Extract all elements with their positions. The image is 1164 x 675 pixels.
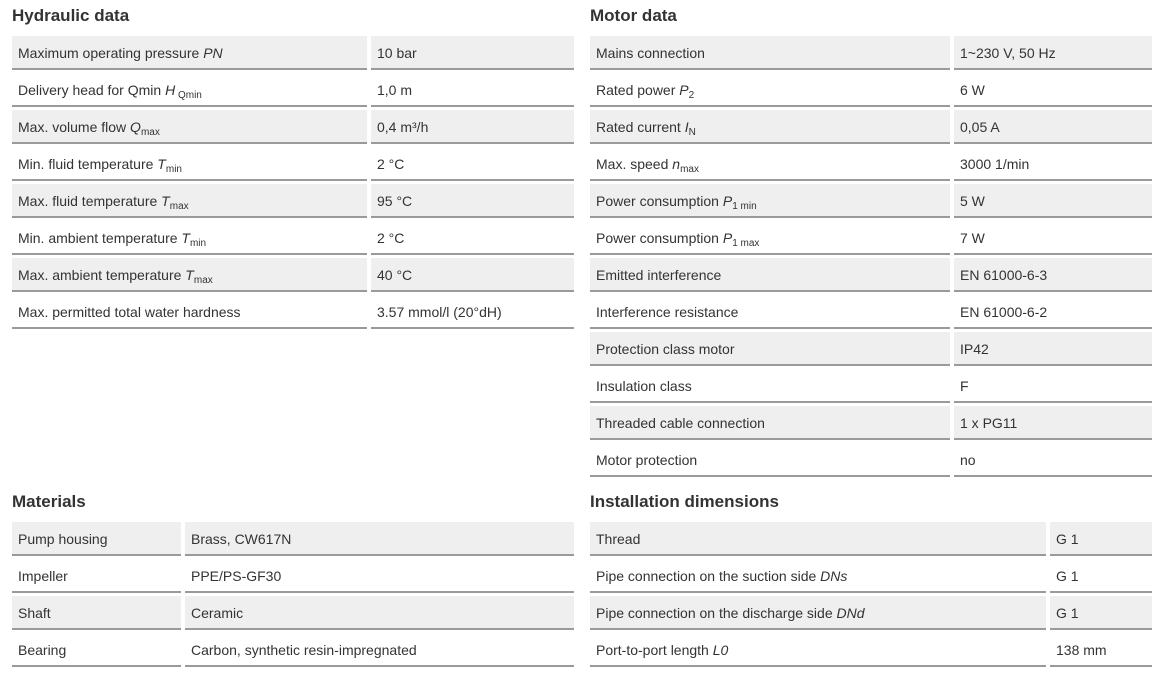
row-label: [12, 633, 181, 667]
hydraulic-data-table: [12, 36, 574, 332]
label-text: Insulation class: [596, 378, 692, 394]
label-text: Shaft: [18, 605, 51, 621]
symbol: T: [157, 156, 166, 172]
row-value: 6 W: [954, 73, 1152, 107]
table-row: [590, 633, 1152, 670]
row-label: [590, 147, 950, 181]
table-row: [590, 184, 1152, 221]
row-label: [590, 73, 950, 107]
table-row: [590, 332, 1152, 369]
label-text: Max. fluid temperature: [18, 193, 162, 209]
table-row: [590, 258, 1152, 295]
row-value: 10 bar: [371, 36, 574, 70]
symbol: P: [722, 193, 733, 209]
row-value: 1 x PG11: [954, 406, 1152, 440]
table-row: [12, 295, 574, 332]
row-label: [590, 633, 1046, 667]
table-row: [12, 633, 574, 670]
row-value: Brass, CW617N: [185, 522, 574, 556]
symbol: T: [181, 230, 190, 246]
row-label: [12, 36, 367, 70]
table-row: [590, 295, 1152, 332]
symbol-subscript: max: [169, 201, 189, 212]
symbol-subscript: 1 min: [732, 201, 757, 212]
row-value: 3.57 mmol/l (20°dH): [371, 295, 574, 329]
symbol: P: [679, 82, 689, 98]
installation-dimensions-section: [590, 486, 1107, 658]
materials-table: [12, 522, 574, 670]
row-label: [590, 221, 950, 255]
motor-data-section: [590, 0, 1056, 468]
row-value: 7 W: [954, 221, 1152, 255]
table-row: [590, 559, 1152, 596]
row-value: 40 °C: [371, 258, 574, 292]
symbol-subscript: max: [680, 164, 699, 175]
section-title: Hydraulic data: [12, 6, 130, 25]
label-text: Pipe connection on the discharge side: [596, 605, 837, 621]
row-value: 2 °C: [371, 147, 574, 181]
table-row: [12, 221, 574, 258]
label-text: Max. speed: [596, 156, 673, 172]
label-text: Max. volume flow: [18, 119, 131, 135]
label-text: Mains connection: [596, 45, 705, 61]
table-row: [590, 221, 1152, 258]
symbol: T: [185, 267, 194, 283]
row-value: Carbon, synthetic resin-impregnated: [185, 633, 574, 667]
row-label: [590, 295, 950, 329]
label-text: Delivery head for Qmin: [18, 82, 166, 98]
symbol: n: [672, 156, 681, 172]
label-text: Protection class motor: [596, 341, 735, 357]
table-row: [12, 184, 574, 221]
row-value: EN 61000-6-3: [954, 258, 1152, 292]
label-text: Rated power: [596, 82, 680, 98]
table-row: [590, 147, 1152, 184]
row-value: EN 61000-6-2: [954, 295, 1152, 329]
symbol: I: [684, 119, 689, 135]
table-row: [12, 596, 574, 633]
row-label: [590, 369, 950, 403]
label-text: Threaded cable connection: [596, 415, 765, 431]
row-value: G 1: [1050, 559, 1152, 593]
table-row: [590, 73, 1152, 110]
symbol: DNd: [836, 605, 865, 621]
label-text: Power consumption: [596, 193, 723, 209]
row-value: 0,4 m³/h: [371, 110, 574, 144]
table-row: [12, 258, 574, 295]
table-row: [590, 443, 1152, 480]
row-label: [12, 73, 367, 107]
label-text: Impeller: [18, 568, 68, 584]
table-row: [12, 522, 574, 559]
symbol-subscript: min: [165, 164, 182, 175]
row-label: [12, 559, 181, 593]
row-value: 1~230 V, 50 Hz: [954, 36, 1152, 70]
row-value: 95 °C: [371, 184, 574, 218]
row-value: 1,0 m: [371, 73, 574, 107]
row-value: no: [954, 443, 1152, 477]
table-row: [12, 110, 574, 147]
row-value: 5 W: [954, 184, 1152, 218]
row-value: G 1: [1050, 596, 1152, 630]
label-text: Min. fluid temperature: [18, 156, 158, 172]
table-row: [590, 110, 1152, 147]
table-row: [590, 36, 1152, 73]
table-row: [590, 406, 1152, 443]
symbol: T: [161, 193, 170, 209]
installation-dimensions-table: [590, 522, 1152, 670]
symbol: P: [722, 230, 733, 246]
table-row: [12, 147, 574, 184]
row-label: [590, 443, 950, 477]
label-text: Rated current: [596, 119, 685, 135]
row-value: 0,05 A: [954, 110, 1152, 144]
row-value: 2 °C: [371, 221, 574, 255]
row-value: PPE/PS-GF30: [185, 559, 574, 593]
table-row: [12, 73, 574, 110]
label-text: Pump housing: [18, 531, 108, 547]
row-label: [12, 596, 181, 630]
table-row: [590, 522, 1152, 559]
symbol-subscript: 1 max: [732, 238, 760, 249]
label-text: Emitted interference: [596, 267, 722, 283]
label-text: Interference resistance: [596, 304, 739, 320]
label-text: Thread: [596, 531, 641, 547]
symbol-subscript: N: [688, 127, 696, 138]
hydraulic-data-section: [12, 0, 502, 320]
label-text: Motor protection: [596, 452, 698, 468]
symbol: PN: [203, 45, 223, 61]
row-label: [590, 406, 950, 440]
symbol: H: [165, 82, 176, 98]
row-label: [12, 221, 367, 255]
row-label: [590, 332, 950, 366]
row-label: [12, 258, 367, 292]
row-label: [12, 147, 367, 181]
row-label: [590, 36, 950, 70]
row-label: [12, 110, 367, 144]
label-text: Bearing: [18, 642, 67, 658]
section-title: Materials: [12, 492, 86, 511]
row-value: 138 mm: [1050, 633, 1152, 667]
row-value: F: [954, 369, 1152, 403]
label-text: Port-to-port length: [596, 642, 713, 658]
row-value: G 1: [1050, 522, 1152, 556]
symbol-subscript: min: [189, 238, 207, 249]
symbol-subscript: max: [140, 127, 160, 138]
symbol-subscript: 2: [688, 90, 695, 101]
symbol: L0: [712, 642, 729, 658]
label-text: Pipe connection on the suction side: [596, 568, 821, 584]
row-value: IP42: [954, 332, 1152, 366]
row-label: [590, 258, 950, 292]
label-text: Max. permitted total water hardness: [18, 304, 241, 320]
row-label: [12, 295, 367, 329]
label-text: Power consumption: [596, 230, 723, 246]
symbol-subscript: max: [193, 275, 213, 286]
section-title: Motor data: [590, 6, 677, 25]
row-label: [12, 184, 367, 218]
table-row: [590, 369, 1152, 406]
motor-data-table: [590, 36, 1152, 480]
materials-section: [12, 486, 417, 658]
label-text: Min. ambient temperature: [18, 230, 182, 246]
row-label: [590, 110, 950, 144]
table-row: [12, 559, 574, 596]
symbol-subscript: Qmin: [175, 90, 202, 101]
row-value: Ceramic: [185, 596, 574, 630]
table-row: [590, 596, 1152, 633]
row-label: [12, 522, 181, 556]
row-label: [590, 184, 950, 218]
label-text: Max. ambient temperature: [18, 267, 186, 283]
symbol: Q: [130, 119, 141, 135]
section-title: Installation dimensions: [590, 492, 779, 511]
row-label: [590, 522, 1046, 556]
table-row: [12, 36, 574, 73]
row-value: 3000 1/min: [954, 147, 1152, 181]
row-label: [590, 596, 1046, 630]
row-label: [590, 559, 1046, 593]
label-text: Maximum operating pressure: [18, 45, 204, 61]
symbol: DNs: [820, 568, 848, 584]
